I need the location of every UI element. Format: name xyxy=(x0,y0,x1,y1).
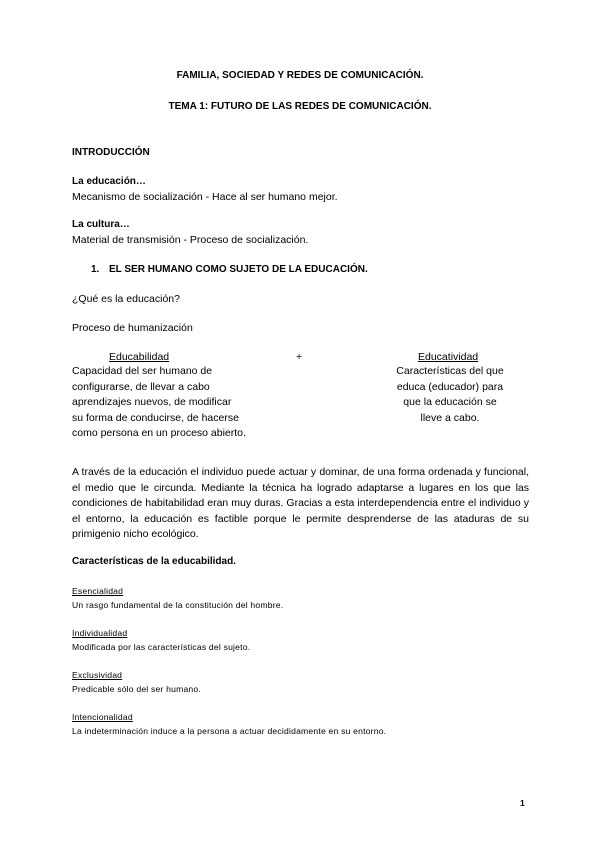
educabilidad-definition xyxy=(72,364,246,442)
characteristic-desc: Modificada por las características del sujeto. xyxy=(72,642,251,652)
educatividad-title: Educatividad xyxy=(418,351,479,363)
characteristic-term: Individualidad xyxy=(72,628,128,638)
intro-heading: INTRODUCCIÓN xyxy=(72,147,150,158)
educatividad-line: que la educación se xyxy=(403,396,497,408)
section1-process: Proceso de humanización xyxy=(72,322,193,334)
section1-number: 1. xyxy=(91,264,100,275)
section1-question: ¿Qué es la educación? xyxy=(72,293,180,305)
culture-label: La cultura… xyxy=(72,219,130,230)
educabilidad-line: Capacidad del ser humano de xyxy=(72,365,213,377)
section1-heading: EL SER HUMANO COMO SUJETO DE LA EDUCACIÓN. xyxy=(109,264,368,275)
educatividad-line: educa (educador) para xyxy=(396,380,504,393)
document-subtitle: TEMA 1: FUTURO DE LAS REDES DE COMUNICACIÓN. xyxy=(168,101,432,112)
educabilidad-line: como persona en un proceso abierto. xyxy=(72,427,246,439)
characteristic-desc: Predicable sólo del ser humano. xyxy=(72,684,201,694)
educabilidad-line: configurarse, de llevar a cabo xyxy=(72,380,210,393)
plus-sign: + xyxy=(296,351,303,363)
educatividad-definition xyxy=(380,364,520,426)
educabilidad-line: aprendizajes nuevos, de modificar xyxy=(72,396,232,408)
characteristic-term: Intencionalidad xyxy=(72,712,133,722)
document-title: FAMILIA, SOCIEDAD Y REDES DE COMUNICACIÓN. xyxy=(176,70,424,81)
characteristic-term: Exclusividad xyxy=(72,670,123,680)
characteristics-heading: Características de la educabilidad. xyxy=(72,556,236,567)
educabilidad-line: su forma de conducirse, de hacerse xyxy=(72,411,239,424)
educatividad-line: lleve a cabo. xyxy=(420,411,480,424)
education-text: Mecanismo de socialización - Hace al ser humano mejor. xyxy=(72,191,338,203)
characteristic-desc: La indeterminación induce a la persona a actuar decididamente en su entorno. xyxy=(72,726,387,736)
page-number: 1 xyxy=(520,798,525,808)
educabilidad-title: Educabilidad xyxy=(109,351,170,363)
body-paragraph: A través de la educación el individuo puede actuar y dominar, de una forma ordenada y funcional, el medio que le circunda. Mediante la técnica ha logrado adaptarse a lugares en los que las condiciones de habitabilidad eran muy duras. Gracias a esta interdependencia entre el individuo y el entorno, la educación es factible porque le permite desprenderse de las ataduras de su primigenio nicho ecológico. xyxy=(72,466,529,541)
characteristic-desc: Un rasgo fundamental de la constitución del hombre. xyxy=(72,600,284,610)
education-label: La educación… xyxy=(72,176,146,187)
culture-text: Material de transmisión - Proceso de socialización. xyxy=(72,234,309,246)
characteristic-term: Esencialidad xyxy=(72,586,124,596)
educatividad-line: Características del que xyxy=(396,365,504,377)
